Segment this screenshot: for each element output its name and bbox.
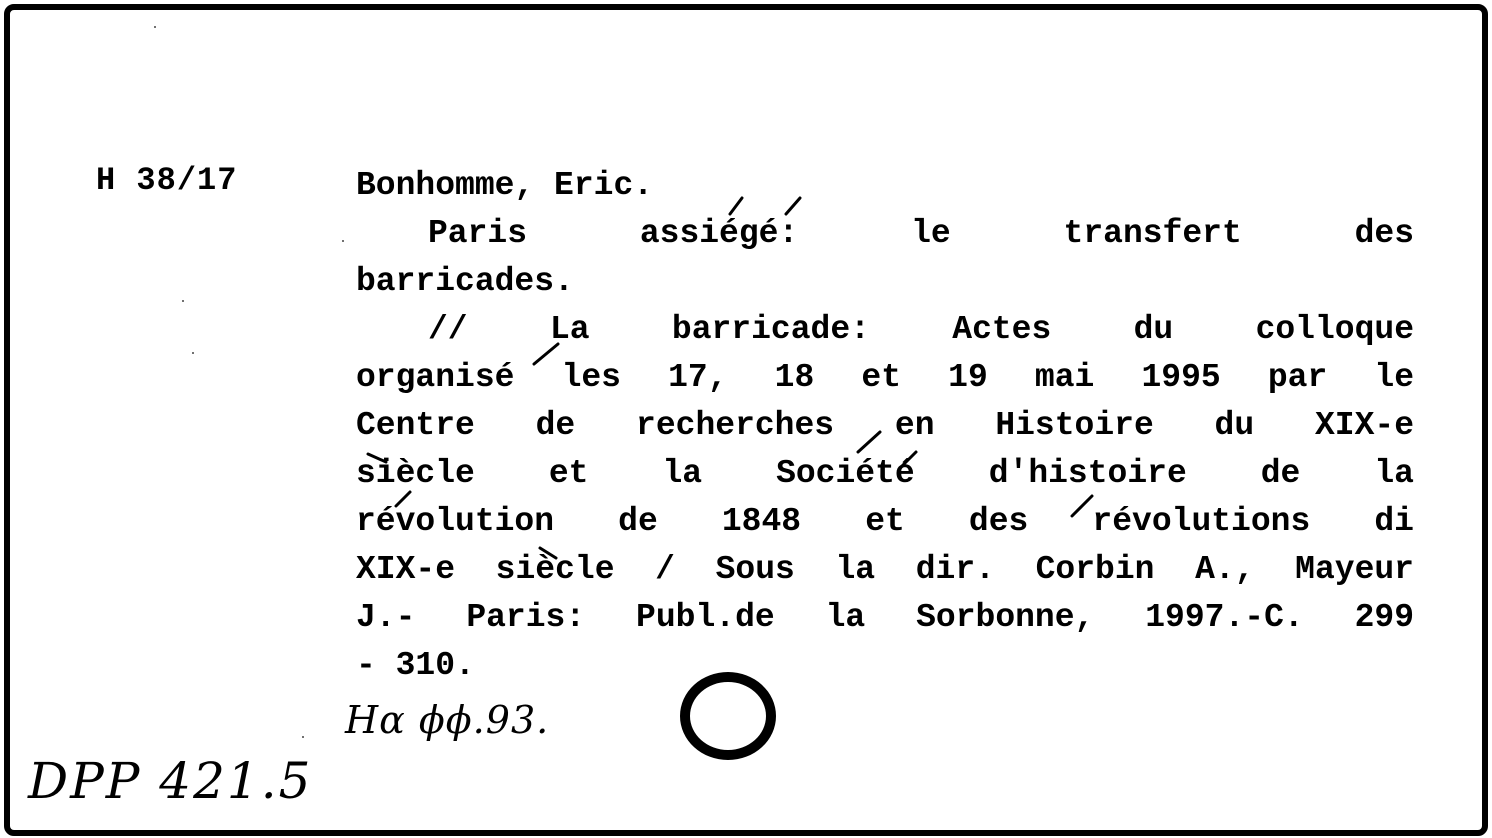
scan-speck [154,26,156,28]
description-line-6: XIX-e siècle / Sous la dir. Corbin A., Mayeur [356,551,1414,588]
description-line-8: - 310. [356,647,475,684]
handwritten-shelfmark: DPP 421.5 [28,752,313,810]
scan-speck [342,240,344,242]
title-line-1: Paris assiégé: le transfert des [428,215,1414,252]
scan-speck [192,352,194,354]
description-line-2: organisé les 17, 18 et 19 mai 1995 par le [356,359,1414,396]
description-line-4: siècle et la Société d'histoire de la [356,455,1414,492]
author-line: Bonhomme, Eric. [356,167,654,204]
description-line-3: Centre de recherches en Histoire du XIX-e [356,407,1414,444]
bibliographic-entry [356,162,1414,690]
stamp-circle [680,672,776,760]
scan-speck [182,300,184,302]
description-line-7: J.- Paris: Publ.de la Sorbonne, 1997.-C. 299 [356,599,1414,636]
description-line-1: // La barricade: Actes du colloque [428,311,1414,348]
scan-speck [302,736,304,738]
description-line-5: révolution de 1848 et des révolutions di [356,503,1414,540]
title-line-2: barricades. [356,263,574,300]
shelfmark: H 38/17 [96,162,238,199]
handwritten-note: Ηα ϕϕ.93. [345,698,550,742]
